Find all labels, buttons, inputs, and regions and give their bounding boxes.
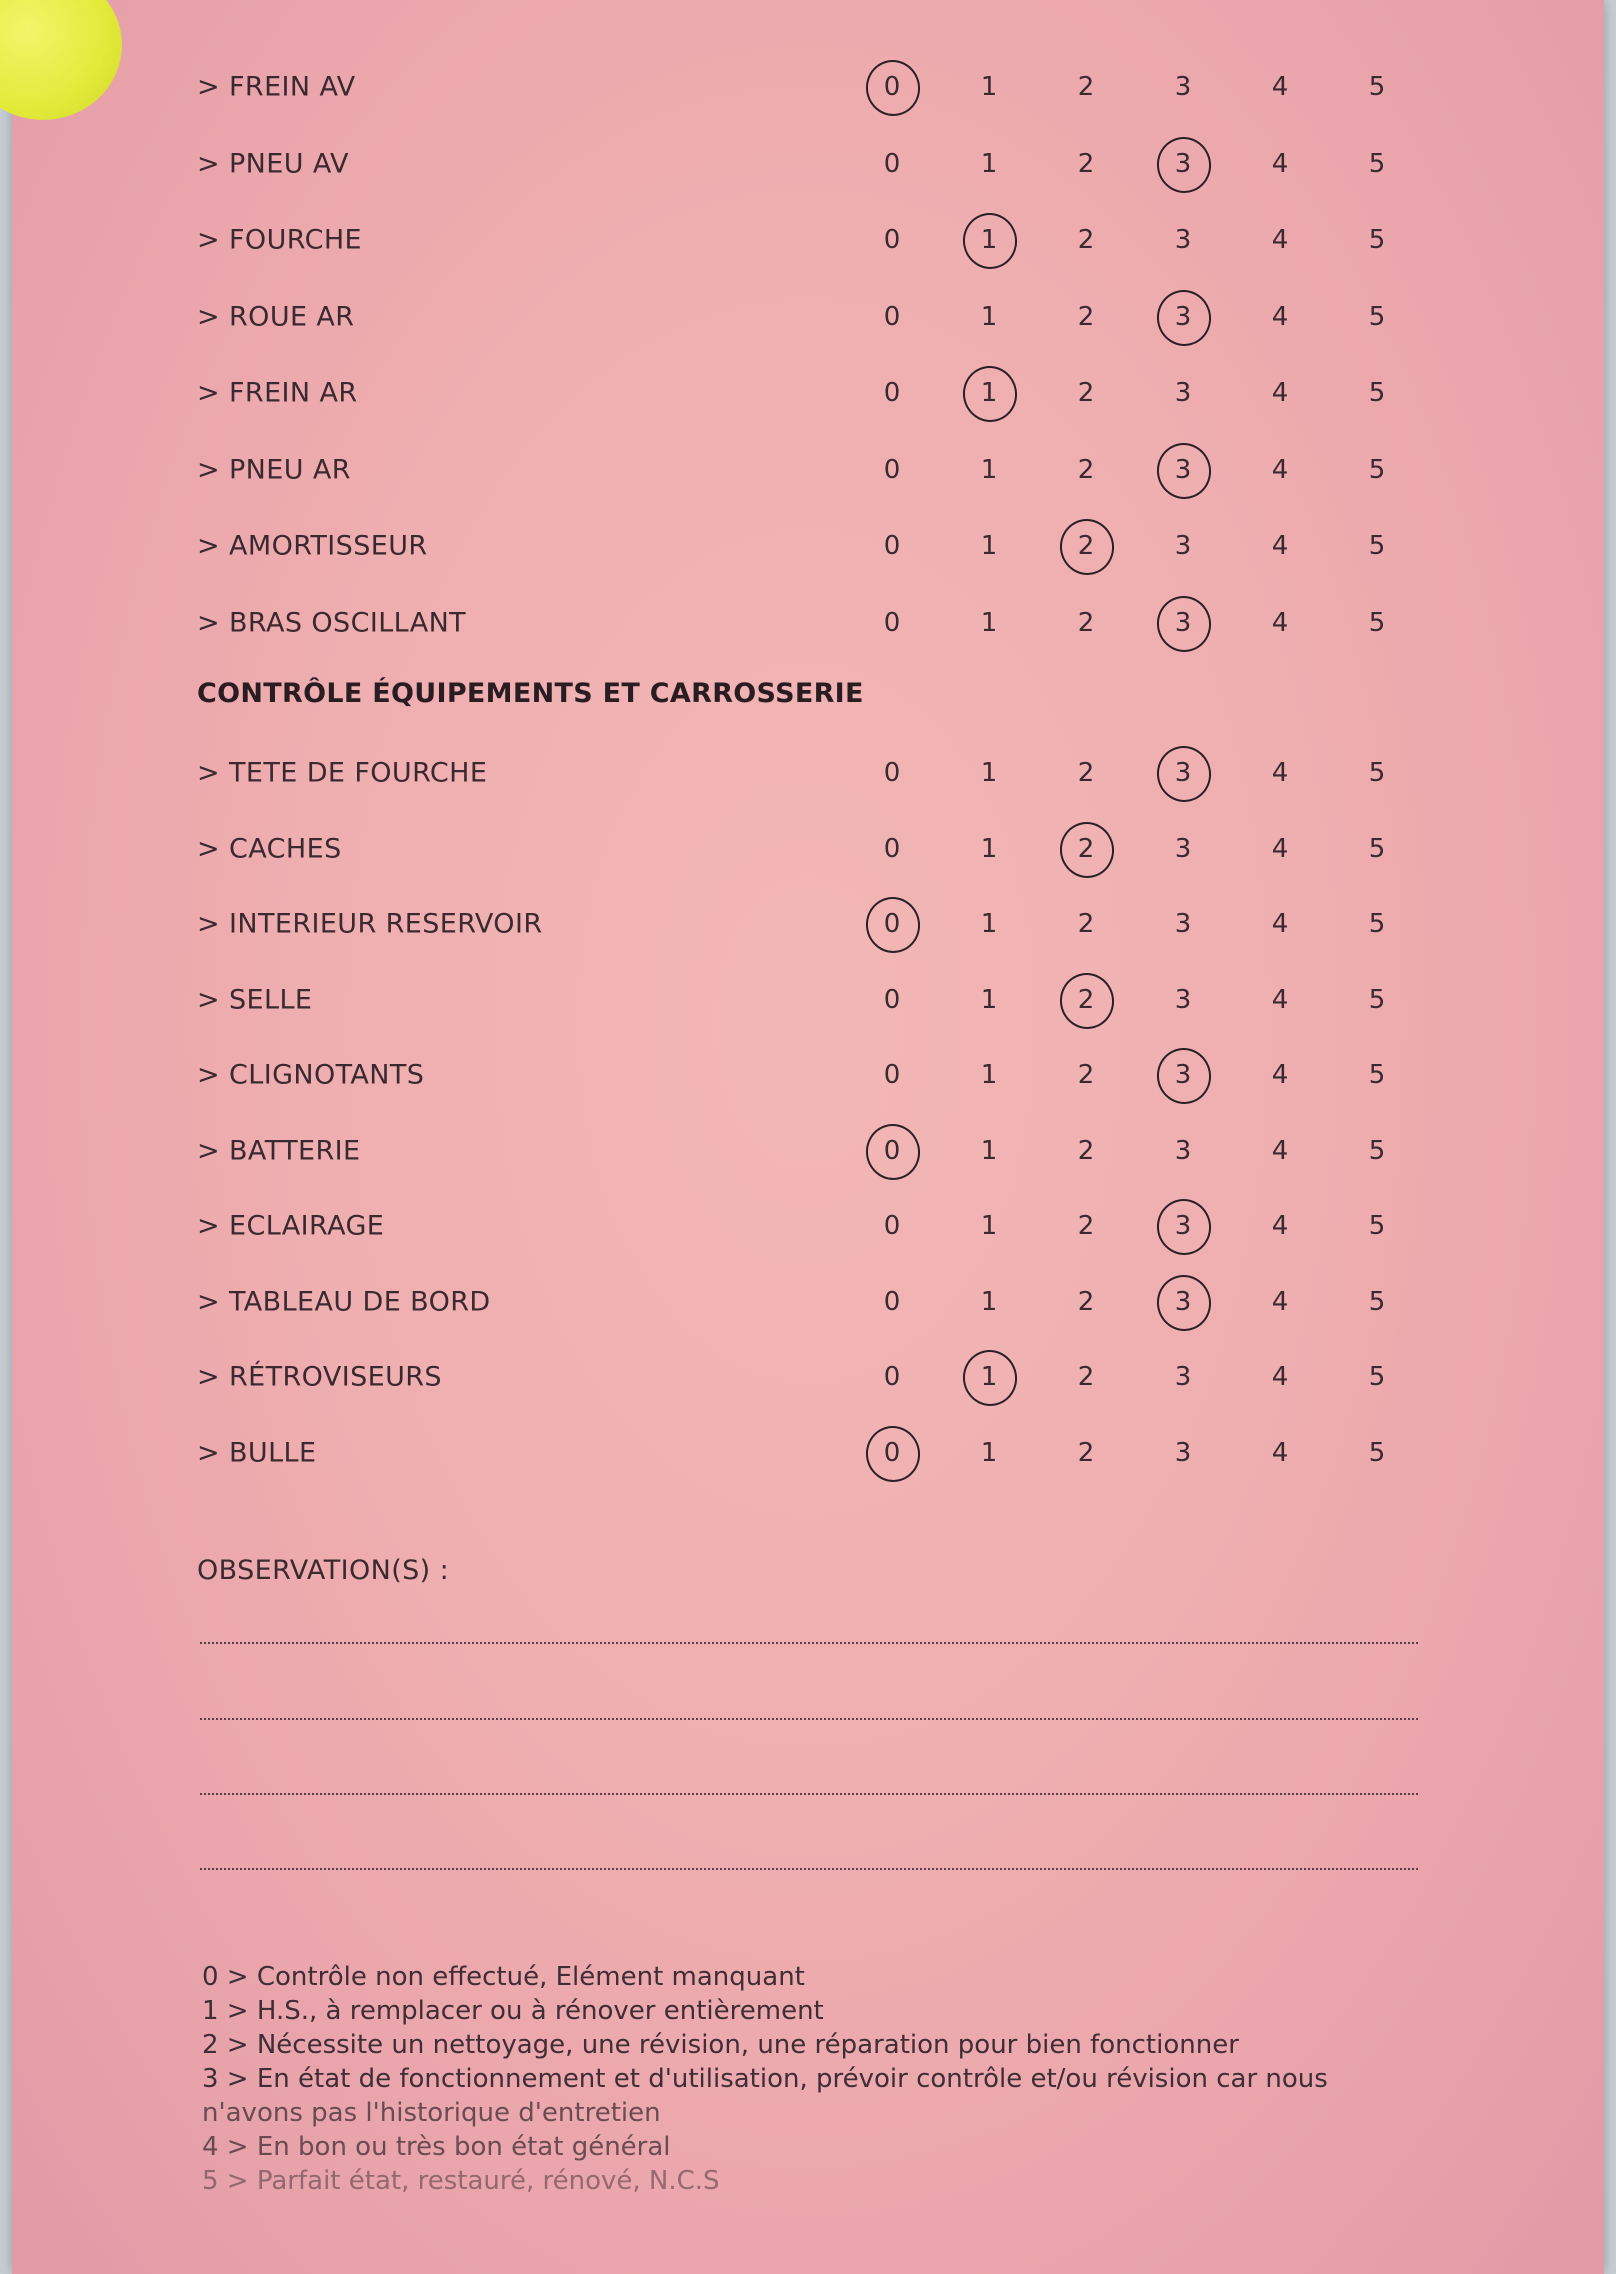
score-1[interactable]: 1 (980, 148, 998, 179)
checklist-row (12, 1188, 1604, 1264)
checklist-row (12, 811, 1604, 887)
score-0[interactable]: 0 (883, 301, 901, 332)
checklist-row (12, 1339, 1604, 1415)
score-3[interactable]: 3 (1153, 1052, 1213, 1098)
score-4[interactable]: 4 (1271, 225, 1289, 255)
item-label: > FREIN AV (197, 71, 356, 103)
legend-line: 5 > Parfait état, restauré, rénové, N.C.S (202, 2166, 720, 2196)
score-4[interactable]: 4 (1271, 1060, 1289, 1090)
score-4[interactable]: 4 (1271, 984, 1289, 1015)
score-1[interactable]: 1 (980, 758, 998, 788)
checklist-row (12, 1113, 1604, 1189)
score-2[interactable]: 2 (1077, 1060, 1095, 1090)
score-2[interactable]: 2 (1077, 758, 1095, 788)
score-4[interactable]: 4 (1271, 301, 1289, 332)
score-2[interactable]: 2 (1056, 977, 1116, 1023)
score-0[interactable]: 0 (883, 225, 901, 255)
item-label: > PNEU AV (197, 148, 349, 179)
item-label: > RÉTROVISEURS (197, 1361, 442, 1393)
checklist-row (12, 886, 1604, 962)
score-2[interactable]: 2 (1077, 301, 1095, 332)
checklist-row (12, 279, 1604, 355)
score-1[interactable]: 1 (959, 217, 1019, 263)
score-3[interactable]: 3 (1153, 294, 1213, 340)
score-5[interactable]: 5 (1368, 758, 1386, 788)
item-label: > CLIGNOTANTS (197, 1059, 425, 1091)
checklist-row (12, 1264, 1604, 1340)
section-title: CONTRÔLE ÉQUIPEMENTS ET CARROSSERIE (197, 678, 864, 709)
score-0[interactable]: 0 (883, 454, 901, 485)
score-3[interactable]: 3 (1153, 447, 1213, 493)
score-0[interactable]: 0 (883, 148, 901, 179)
score-2[interactable]: 2 (1077, 1437, 1095, 1468)
observation-line[interactable] (200, 1868, 1418, 1870)
score-4[interactable]: 4 (1271, 1135, 1289, 1166)
checklist-row (12, 126, 1604, 202)
score-1[interactable]: 1 (980, 1135, 998, 1166)
score-0[interactable]: 0 (862, 64, 922, 110)
checklist-row (12, 1037, 1604, 1113)
score-2[interactable]: 2 (1077, 454, 1095, 485)
checklist-row (12, 432, 1604, 508)
score-1[interactable]: 1 (980, 1286, 998, 1317)
score-2[interactable]: 2 (1077, 72, 1095, 102)
score-1[interactable]: 1 (980, 833, 998, 864)
score-2[interactable]: 2 (1077, 225, 1095, 255)
score-3[interactable]: 3 (1174, 833, 1192, 864)
score-2[interactable]: 2 (1077, 1362, 1095, 1392)
score-3[interactable]: 3 (1174, 1437, 1192, 1468)
score-5[interactable]: 5 (1368, 301, 1386, 332)
observations-label: OBSERVATION(S) : (197, 1555, 450, 1586)
legend-line: 3 > En état de fonctionnement et d'utilisation, prévoir contrôle et/ou révision car nous (202, 2064, 1328, 2094)
score-3[interactable]: 3 (1174, 378, 1192, 408)
score-0[interactable]: 0 (883, 984, 901, 1015)
score-3[interactable]: 3 (1174, 1135, 1192, 1166)
score-3[interactable]: 3 (1174, 225, 1192, 255)
score-4[interactable]: 4 (1271, 531, 1289, 561)
score-0[interactable]: 0 (862, 1430, 922, 1476)
score-2[interactable]: 2 (1056, 523, 1116, 569)
checklist-row (12, 508, 1604, 584)
score-5[interactable]: 5 (1368, 1362, 1386, 1392)
score-1[interactable]: 1 (980, 607, 998, 638)
score-3[interactable]: 3 (1153, 750, 1213, 796)
score-0[interactable]: 0 (883, 607, 901, 638)
score-5[interactable]: 5 (1368, 607, 1386, 638)
score-2[interactable]: 2 (1077, 148, 1095, 179)
score-5[interactable]: 5 (1368, 833, 1386, 864)
score-3[interactable]: 3 (1174, 1362, 1192, 1392)
score-5[interactable]: 5 (1368, 1211, 1386, 1241)
checklist-row (12, 202, 1604, 278)
score-1[interactable]: 1 (980, 72, 998, 102)
item-label: > FREIN AR (197, 377, 358, 409)
score-1[interactable]: 1 (980, 301, 998, 332)
score-2[interactable]: 2 (1077, 607, 1095, 638)
legend-line: 0 > Contrôle non effectué, Elément manquant (202, 1962, 805, 1992)
item-label: > BATTERIE (197, 1135, 361, 1166)
score-2[interactable]: 2 (1077, 909, 1095, 939)
observation-line[interactable] (200, 1793, 1418, 1795)
score-4[interactable]: 4 (1271, 1286, 1289, 1317)
score-5[interactable]: 5 (1368, 909, 1386, 939)
score-1[interactable]: 1 (980, 1060, 998, 1090)
item-label: > BULLE (197, 1437, 317, 1468)
score-5[interactable]: 5 (1368, 225, 1386, 255)
score-4[interactable]: 4 (1271, 909, 1289, 939)
item-label: > TETE DE FOURCHE (197, 757, 488, 789)
score-3[interactable]: 3 (1153, 141, 1213, 187)
score-4[interactable]: 4 (1271, 1362, 1289, 1392)
score-1[interactable]: 1 (980, 909, 998, 939)
score-1[interactable]: 1 (980, 454, 998, 485)
score-5[interactable]: 5 (1368, 72, 1386, 102)
item-label: > TABLEAU DE BORD (197, 1286, 491, 1317)
score-5[interactable]: 5 (1368, 984, 1386, 1015)
score-5[interactable]: 5 (1368, 148, 1386, 179)
score-1[interactable]: 1 (959, 370, 1019, 416)
score-0[interactable]: 0 (862, 1128, 922, 1174)
score-2[interactable]: 2 (1077, 1211, 1095, 1241)
score-1[interactable]: 1 (980, 531, 998, 561)
observation-line[interactable] (200, 1718, 1418, 1720)
legend-line: 2 > Nécessite un nettoyage, une révision, une réparation pour bien fonctionner (202, 2030, 1239, 2060)
checklist-row (12, 962, 1604, 1038)
score-0[interactable]: 0 (883, 531, 901, 561)
item-label: > FOURCHE (197, 224, 362, 256)
score-1[interactable]: 1 (980, 1211, 998, 1241)
score-4[interactable]: 4 (1271, 72, 1289, 102)
score-5[interactable]: 5 (1368, 531, 1386, 561)
legend-line: n'avons pas l'historique d'entretien (202, 2098, 661, 2128)
item-label: > ECLAIRAGE (197, 1210, 385, 1242)
score-3[interactable]: 3 (1174, 984, 1192, 1015)
score-3[interactable]: 3 (1174, 72, 1192, 102)
item-label: > AMORTISSEUR (197, 530, 428, 562)
checklist-row (12, 585, 1604, 661)
score-0[interactable]: 0 (883, 1286, 901, 1317)
item-label: > ROUE AR (197, 301, 355, 332)
checklist-row (12, 49, 1604, 125)
score-4[interactable]: 4 (1271, 833, 1289, 864)
score-5[interactable]: 5 (1368, 454, 1386, 485)
score-5[interactable]: 5 (1368, 1060, 1386, 1090)
score-0[interactable]: 0 (883, 833, 901, 864)
score-4[interactable]: 4 (1271, 758, 1289, 788)
score-0[interactable]: 0 (883, 1362, 901, 1392)
checklist-row (12, 1415, 1604, 1491)
score-4[interactable]: 4 (1271, 1437, 1289, 1468)
score-1[interactable]: 1 (980, 984, 998, 1015)
score-1[interactable]: 1 (959, 1354, 1019, 1400)
score-4[interactable]: 4 (1271, 378, 1289, 408)
score-2[interactable]: 2 (1056, 826, 1116, 872)
score-0[interactable]: 0 (883, 758, 901, 788)
score-2[interactable]: 2 (1077, 1286, 1095, 1317)
score-4[interactable]: 4 (1271, 607, 1289, 638)
observation-line[interactable] (200, 1642, 1418, 1644)
score-3[interactable]: 3 (1153, 1279, 1213, 1325)
legend-line: 4 > En bon ou très bon état général (202, 2132, 671, 2162)
score-2[interactable]: 2 (1077, 1135, 1095, 1166)
score-3[interactable]: 3 (1153, 1203, 1213, 1249)
score-1[interactable]: 1 (980, 1437, 998, 1468)
checklist-row (12, 355, 1604, 431)
item-label: > CACHES (197, 833, 342, 864)
score-5[interactable]: 5 (1368, 1437, 1386, 1468)
legend-line: 1 > H.S., à remplacer ou à rénover entièrement (202, 1996, 824, 2026)
score-0[interactable]: 0 (883, 378, 901, 408)
score-4[interactable]: 4 (1271, 454, 1289, 485)
score-3[interactable]: 3 (1174, 909, 1192, 939)
legend (202, 1960, 1432, 2198)
score-0[interactable]: 0 (862, 901, 922, 947)
item-label: > INTERIEUR RESERVOIR (197, 908, 543, 940)
score-5[interactable]: 5 (1368, 1135, 1386, 1166)
score-4[interactable]: 4 (1271, 148, 1289, 179)
score-3[interactable]: 3 (1174, 531, 1192, 561)
score-0[interactable]: 0 (883, 1060, 901, 1090)
score-3[interactable]: 3 (1153, 600, 1213, 646)
checklist-row (12, 735, 1604, 811)
score-2[interactable]: 2 (1077, 378, 1095, 408)
item-label: > BRAS OSCILLANT (197, 607, 467, 638)
score-4[interactable]: 4 (1271, 1211, 1289, 1241)
item-label: > SELLE (197, 984, 313, 1015)
score-5[interactable]: 5 (1368, 1286, 1386, 1317)
inspection-sheet (12, 0, 1604, 2274)
score-5[interactable]: 5 (1368, 378, 1386, 408)
item-label: > PNEU AR (197, 454, 351, 485)
score-0[interactable]: 0 (883, 1211, 901, 1241)
